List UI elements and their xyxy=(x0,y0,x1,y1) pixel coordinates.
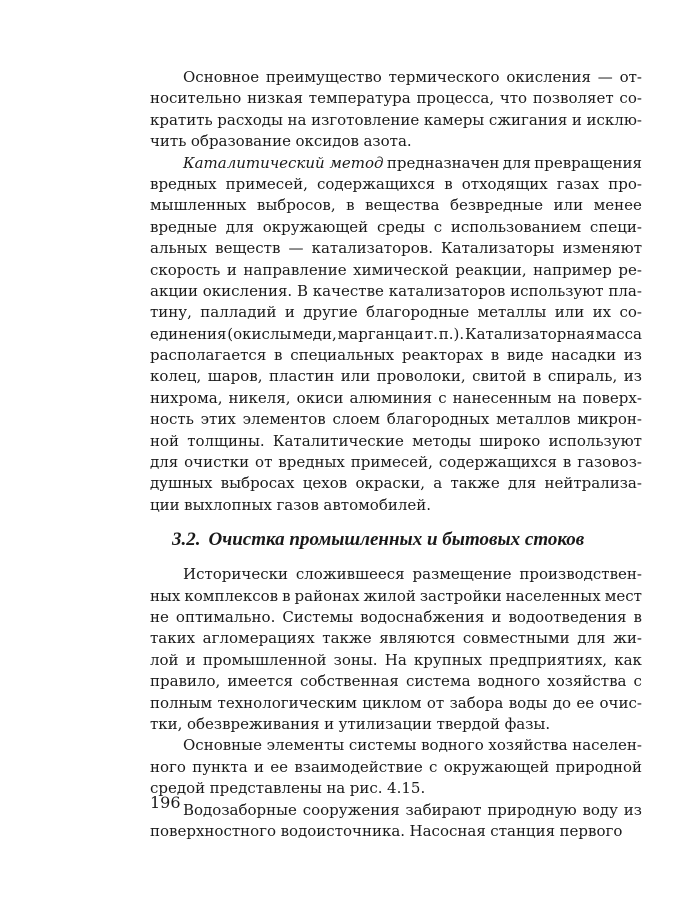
text-line: Исторически сложившееся размещение производствен- xyxy=(183,565,642,584)
text-before-section xyxy=(150,67,642,516)
text-line: ной толщины. Каталитические методы широко используют xyxy=(150,431,642,450)
text-line: вредных примесей, содержащихся в отходящих газах про- xyxy=(150,174,642,193)
text-line: таких агломерациях также являются совместными для жи- xyxy=(150,629,642,648)
text-line: Основные элементы системы водного хозяйства населен- xyxy=(183,736,642,755)
text-line: альных веществ — катализаторов. Катализаторы изменяют xyxy=(150,239,642,258)
text-line: Каталитический метод предназначен для превращения xyxy=(150,153,642,174)
text-line: ность этих элементов слоем благородных металлов микрон- xyxy=(150,410,642,429)
section-number: 3.2. xyxy=(172,529,201,551)
text-line: кратить расходы на изготовление камеры сжигания и исклю- xyxy=(150,110,642,129)
text-line: Основное преимущество термического окисления — от- xyxy=(183,68,642,86)
text-line: ного пункта и ее взаимодействие с окружающей природной xyxy=(150,757,642,776)
text-line: тину, палладий и другие благородные металлы или их со- xyxy=(150,303,642,322)
text-line: лой и промышленной зоны. На крупных предприятиях, как xyxy=(150,650,642,669)
text-line: поверхностного водоисточника. Насосная станция первого xyxy=(150,821,623,840)
text-line: мышленных выбросов, в вещества безвредные или менее xyxy=(150,196,642,215)
text-line: скорость и направление химической реакции, например ре- xyxy=(150,260,642,279)
text-line: носительно низкая температура процесса, что позволяет со- xyxy=(150,89,642,108)
text-line: акции окисления. В качестве катализаторов используют пла- xyxy=(150,281,642,300)
text-line: не оптимально. Системы водоснабжения и водоотведения в xyxy=(150,607,642,626)
text-line: тки, обезвреживания и утилизации твердой фазы. xyxy=(150,714,551,733)
section-heading xyxy=(172,528,642,552)
text-line: чить образование оксидов азота. xyxy=(150,132,412,151)
text-line: душных выбросах цехов окраски, а также для нейтрализа- xyxy=(150,474,642,493)
text-line: средой представлены на рис. 4.15. xyxy=(150,779,426,798)
text-line: ции выхлопных газов автомобилей. xyxy=(150,495,432,514)
page-number: 196 xyxy=(150,793,181,812)
paragraph xyxy=(150,800,642,843)
text-line: полным технологическим циклом от забора воды до ее очис- xyxy=(150,693,642,712)
text-line: ных комплексов в районах жилой застройки населенных мест xyxy=(150,586,642,605)
text-line: единения (окислы меди, марганца и т. п.). Катализаторная масса xyxy=(150,324,642,343)
text-line: правило, имеется собственная система водного хозяйства с xyxy=(150,672,642,691)
text-line: колец, шаров, пластин или проволоки, свитой в спираль, из xyxy=(150,367,642,386)
paragraph xyxy=(150,67,642,153)
text-line: располагается в специальных реакторах в виде насадки из xyxy=(150,346,642,365)
text-line: вредные для окружающей среды с использованием специ- xyxy=(150,217,642,236)
text-after-section xyxy=(150,564,642,842)
section-title: Очистка промышленных и бытовых стоков xyxy=(208,529,585,551)
body-text xyxy=(150,67,642,842)
paragraph xyxy=(150,735,642,799)
paragraph xyxy=(150,564,642,735)
text-line: Водозаборные сооружения забирают природную воду из xyxy=(183,800,642,819)
text-line: для очистки от вредных примесей, содержащихся в газовоз- xyxy=(150,453,642,472)
paragraph xyxy=(150,153,642,517)
text-line: нихрома, никеля, окиси алюминия с нанесенным на поверх- xyxy=(150,388,642,407)
italic-term: Каталитический метод xyxy=(183,153,384,172)
